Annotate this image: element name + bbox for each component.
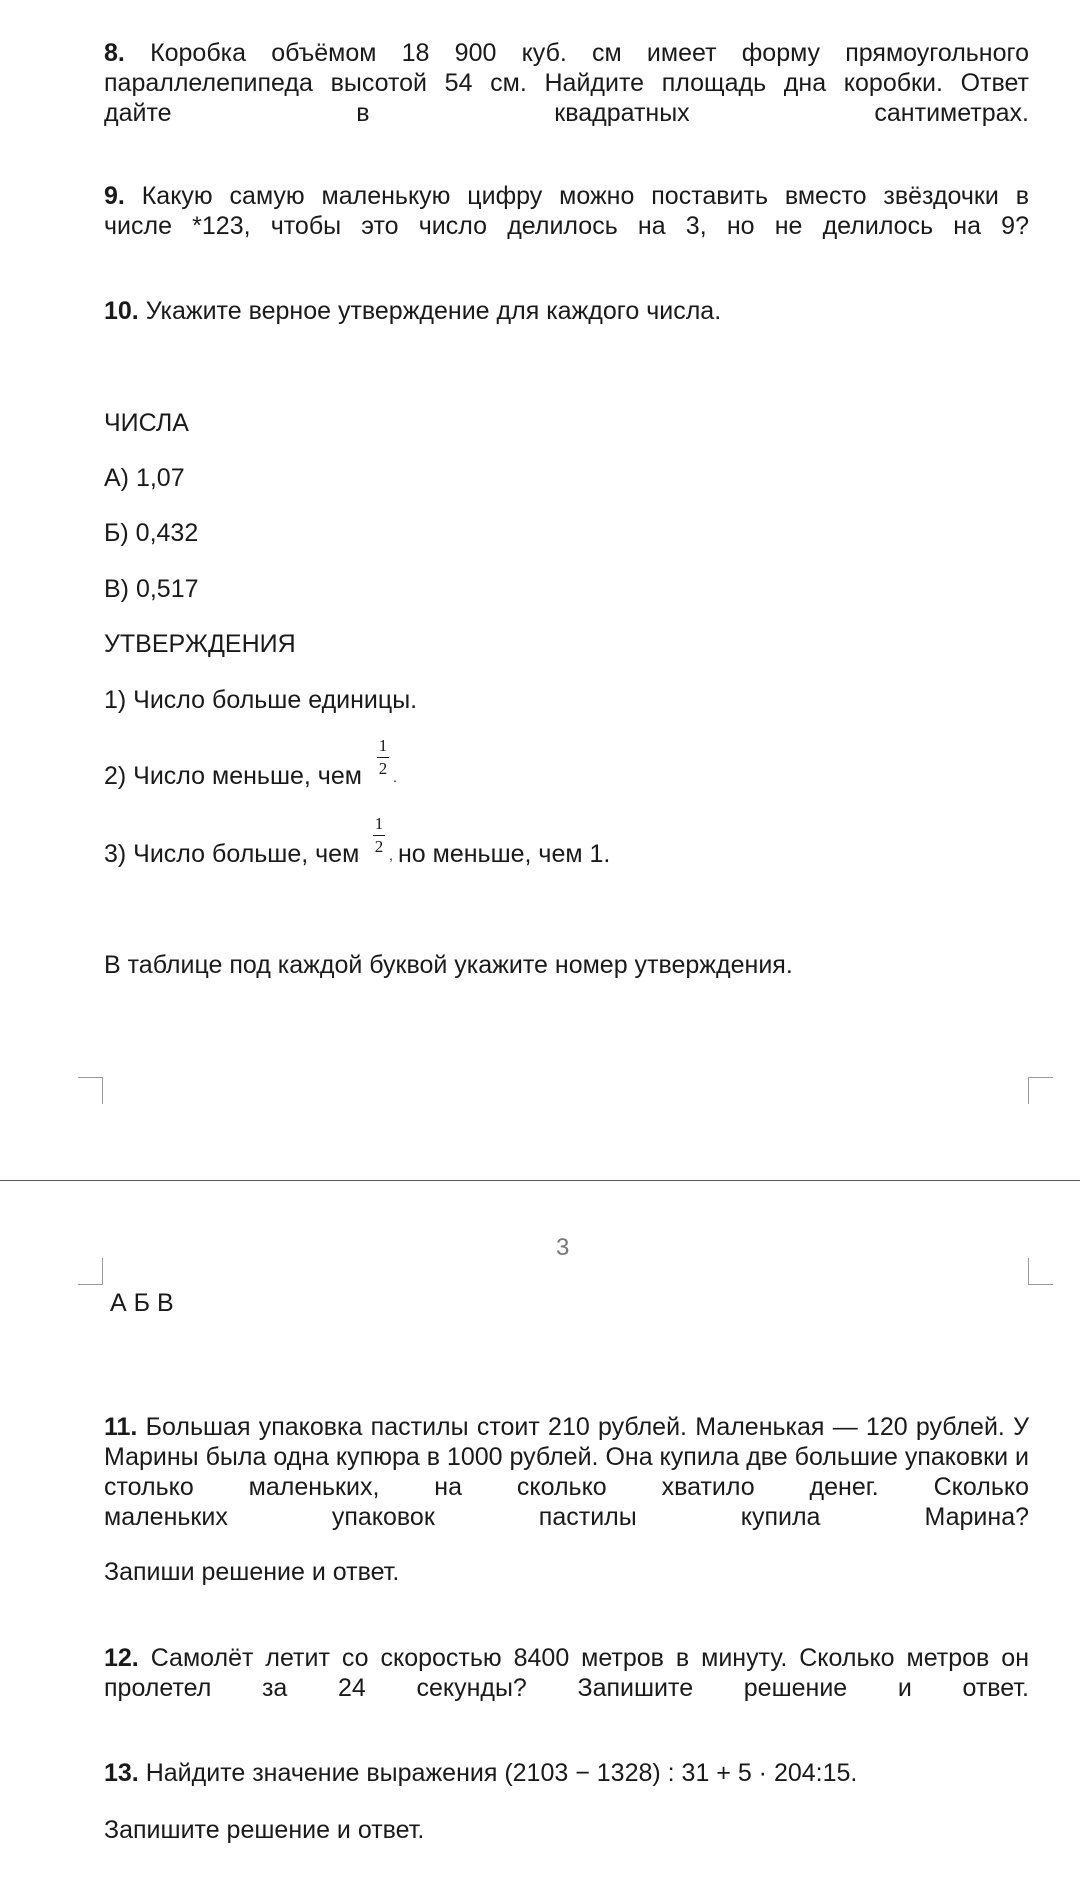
- table-instruction: В таблице под каждой буквой укажите номер утверждения.: [104, 951, 793, 979]
- fraction-one-half: [375, 737, 391, 778]
- question-12-number: 12.: [104, 1644, 139, 1672]
- answer-table-letters: А Б В: [110, 1289, 174, 1317]
- page-corner-mark: [78, 1258, 103, 1285]
- statements-heading: УТВЕРЖДЕНИЯ: [104, 630, 296, 658]
- fraction-bar: [373, 835, 385, 836]
- question-12-text-end: пролетел за 24 секунды? Запишите решение и ответ.: [104, 1674, 1029, 1702]
- question-8: [104, 38, 1029, 128]
- question-13: [104, 1758, 857, 1788]
- fraction-numerator: 1: [378, 736, 388, 755]
- statement-1: 1) Число больше единицы.: [104, 686, 418, 714]
- question-11-text-end: маленьких упаковок пастилы купила Марина?: [104, 1503, 1029, 1531]
- question-10-text: Укажите верное утверждение для каждого числа.: [145, 297, 722, 325]
- question-9-text-end: числе *123, чтобы это число делилось на 3, но не делилось на 9?: [104, 212, 1029, 240]
- question-11-instruction: Запиши решение и ответ.: [104, 1558, 400, 1586]
- page-corner-mark: [1028, 1077, 1053, 1104]
- question-11: [104, 1412, 1029, 1532]
- question-12: [104, 1643, 1029, 1703]
- number-option-c: В) 0,517: [104, 575, 199, 603]
- page-corner-mark: [78, 1077, 103, 1104]
- fraction-denominator: 2: [378, 759, 388, 778]
- statement-3: 3) Число больше, чем: [104, 840, 360, 868]
- statement-2: 2) Число меньше, чем: [104, 762, 362, 790]
- question-9-number: 9.: [104, 182, 125, 210]
- numbers-heading: ЧИСЛА: [104, 409, 189, 437]
- question-12-text: Самолёт летит со скоростью 8400 метров в минуту. Сколько метров он: [150, 1644, 1029, 1672]
- page-number: 3: [556, 1234, 570, 1261]
- question-13-number: 13.: [104, 1759, 139, 1787]
- statement-3-comma: ,: [389, 847, 393, 863]
- question-11-number: 11.: [104, 1413, 138, 1441]
- page-separator: [0, 1180, 1080, 1181]
- question-8-number: 8.: [104, 39, 125, 67]
- question-10: [104, 296, 721, 326]
- question-10-number: 10.: [104, 297, 139, 325]
- statement-2-period: .: [393, 769, 397, 785]
- fraction-numerator: 1: [374, 814, 384, 833]
- number-option-b: Б) 0,432: [104, 519, 199, 547]
- statement-3-end: но меньше, чем 1.: [398, 840, 611, 868]
- number-option-a: А) 1,07: [104, 464, 185, 492]
- fraction-denominator: 2: [374, 837, 384, 856]
- question-8-text: Коробка объёмом 18 900 куб. см имеет форму прямоугольного параллелепипеда высотой 54 см. Найдите площадь дна коробки. Ответ: [104, 39, 1029, 97]
- fraction-bar: [377, 757, 389, 758]
- question-8-text-end: дайте в квадратных сантиметрах.: [104, 99, 1029, 127]
- question-13-instruction: Запишите решение и ответ.: [104, 1816, 425, 1844]
- question-9: [104, 181, 1029, 241]
- question-13-text: Найдите значение выражения (2103 − 1328) : 31 + 5 · 204:15.: [145, 1759, 858, 1787]
- question-11-text: Большая упаковка пастилы стоит 210 рублей. Маленькая — 120 рублей. У Марины была одна купюра в 1000 рублей. Она купила две большие упаковки и столько маленьких, на сколько хватило денег. Сколько: [104, 1413, 1029, 1501]
- page-corner-mark: [1028, 1258, 1053, 1285]
- question-9-text: Какую самую маленькую цифру можно поставить вместо звёздочки в: [141, 182, 1029, 210]
- fraction-one-half: [371, 815, 387, 856]
